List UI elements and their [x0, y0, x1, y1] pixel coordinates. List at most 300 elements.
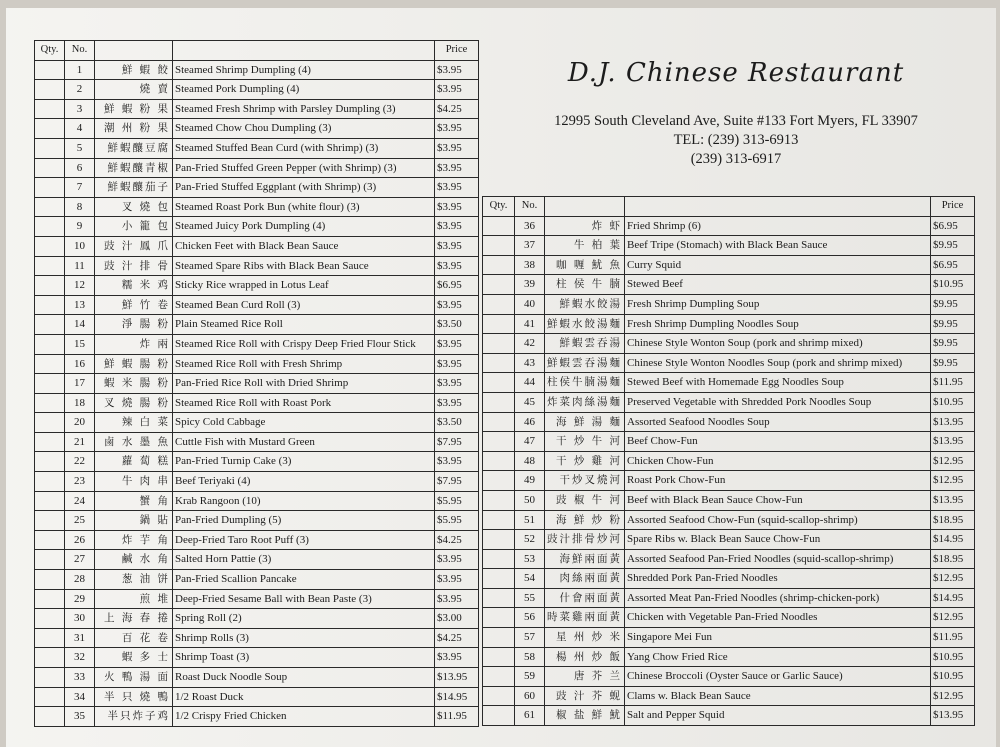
qty-cell[interactable]: [483, 236, 515, 256]
table-row: [483, 490, 975, 510]
chinese-name: 什會兩面黃: [545, 588, 625, 608]
chinese-name: 牛 柏 葉: [545, 236, 625, 256]
table-row: [35, 119, 479, 139]
qty-cell[interactable]: [35, 432, 65, 452]
english-name: Beef Tripe (Stomach) with Black Bean Sauce: [625, 236, 931, 256]
item-number: 61: [515, 706, 545, 726]
chinese-name: 鹵 水 墨 魚: [95, 432, 173, 452]
item-price: $3.50: [435, 315, 479, 335]
chinese-name: 蘿 蔔 糕: [95, 452, 173, 472]
qty-cell[interactable]: [483, 490, 515, 510]
item-number: 32: [65, 648, 95, 668]
table-row: [35, 276, 479, 296]
table-row: [483, 353, 975, 373]
chinese-name: 蝦 米 腸 粉: [95, 374, 173, 394]
item-number: 25: [65, 511, 95, 531]
qty-cell[interactable]: [483, 275, 515, 295]
table-row: [483, 255, 975, 275]
chinese-name: 柱侯牛腩湯麵: [545, 373, 625, 393]
chinese-name: 炸 芋 角: [95, 530, 173, 550]
chinese-name: 鮮 蝦 粉 果: [95, 99, 173, 119]
item-number: 41: [515, 314, 545, 334]
qty-cell[interactable]: [483, 471, 515, 491]
chinese-name: 星 州 炒 米: [545, 628, 625, 648]
tel-label: TEL:: [673, 132, 705, 148]
english-name: Shredded Pork Pan-Fried Noodles: [625, 569, 931, 589]
item-price: $13.95: [931, 432, 975, 452]
english-name: Sticky Rice wrapped in Lotus Leaf: [173, 276, 435, 296]
qty-cell[interactable]: [35, 60, 65, 80]
chinese-name: 豉 汁 排 骨: [95, 256, 173, 276]
chinese-name: 半只炸子鸡: [95, 707, 173, 727]
qty-cell[interactable]: [35, 217, 65, 237]
menu-table-right: [482, 196, 975, 726]
qty-cell[interactable]: [483, 314, 515, 334]
item-number: 39: [515, 275, 545, 295]
qty-cell[interactable]: [483, 216, 515, 236]
no-header: No.: [515, 197, 545, 217]
item-price: $12.95: [931, 686, 975, 706]
item-number: 12: [65, 276, 95, 296]
english-name: Curry Squid: [625, 255, 931, 275]
item-price: $14.95: [931, 588, 975, 608]
english-name: Assorted Seafood Pan-Fried Noodles (squid-scallop-shrimp): [625, 549, 931, 569]
english-name: Salt and Pepper Squid: [625, 706, 931, 726]
table-row: [35, 432, 479, 452]
table-row: [35, 334, 479, 354]
table-row: [35, 609, 479, 629]
chinese-name: 海鮮兩面黃: [545, 549, 625, 569]
item-price: $14.95: [931, 530, 975, 550]
chinese-name: 海 鮮 炒 粉: [545, 510, 625, 530]
english-name: Krab Rangoon (10): [173, 491, 435, 511]
english-name: Steamed Stuffed Bean Curd (with Shrimp) (3): [173, 138, 435, 158]
chinese-name-header: [545, 197, 625, 217]
english-name: Beef Chow-Fun: [625, 432, 931, 452]
item-number: 21: [65, 432, 95, 452]
qty-cell[interactable]: [35, 687, 65, 707]
item-number: 22: [65, 452, 95, 472]
chinese-name: 海 鮮 湯 麵: [545, 412, 625, 432]
qty-cell[interactable]: [35, 413, 65, 433]
item-price: $3.95: [435, 256, 479, 276]
item-number: 6: [65, 158, 95, 178]
english-name: Chinese Broccoli (Oyster Sauce or Garlic Sauce): [625, 667, 931, 687]
english-name: Deep-Fried Sesame Ball with Bean Paste (3): [173, 589, 435, 609]
item-price: $3.95: [435, 570, 479, 590]
english-name: Chinese Style Wonton Noodles Soup (pork and shrimp mixed): [625, 353, 931, 373]
english-name: Steamed Roast Pork Bun (white flour) (3): [173, 197, 435, 217]
table-row: [483, 334, 975, 354]
table-row: [35, 315, 479, 335]
item-number: 29: [65, 589, 95, 609]
item-price: $6.95: [435, 276, 479, 296]
english-name: Chinese Style Wonton Soup (pork and shrimp mixed): [625, 334, 931, 354]
table-row: [35, 687, 479, 707]
qty-cell[interactable]: [35, 609, 65, 629]
item-number: 18: [65, 393, 95, 413]
table-row: [483, 510, 975, 530]
table-row: [35, 628, 479, 648]
item-price: $12.95: [931, 569, 975, 589]
chinese-name: 叉 燒 包: [95, 197, 173, 217]
table-row: [483, 236, 975, 256]
english-name: Beef with Black Bean Sauce Chow-Fun: [625, 490, 931, 510]
table-row: [35, 589, 479, 609]
item-price: $3.95: [435, 589, 479, 609]
item-price: $10.95: [931, 392, 975, 412]
table-row: [35, 668, 479, 688]
qty-cell[interactable]: [35, 550, 65, 570]
english-name: Spicy Cold Cabbage: [173, 413, 435, 433]
item-price: $13.95: [931, 490, 975, 510]
item-number: 37: [515, 236, 545, 256]
item-number: 10: [65, 236, 95, 256]
qty-cell[interactable]: [35, 511, 65, 531]
english-name: Roast Pork Chow-Fun: [625, 471, 931, 491]
qty-cell[interactable]: [483, 294, 515, 314]
table-row: [35, 197, 479, 217]
table-row: [35, 491, 479, 511]
qty-cell[interactable]: [35, 452, 65, 472]
chinese-name: 炸 兩: [95, 334, 173, 354]
qty-cell[interactable]: [483, 588, 515, 608]
phone-number-1: (239) 313-6913: [707, 132, 799, 148]
item-number: 48: [515, 451, 545, 471]
item-number: 27: [65, 550, 95, 570]
item-number: 7: [65, 178, 95, 198]
table-row: [483, 686, 975, 706]
table-row: [35, 374, 479, 394]
item-number: 51: [515, 510, 545, 530]
qty-cell[interactable]: [483, 628, 515, 648]
item-number: 38: [515, 255, 545, 275]
qty-cell[interactable]: [483, 392, 515, 412]
qty-cell[interactable]: [35, 197, 65, 217]
table-row: [483, 314, 975, 334]
qty-cell[interactable]: [483, 255, 515, 275]
qty-cell[interactable]: [35, 276, 65, 296]
english-name: Clams w. Black Bean Sauce: [625, 686, 931, 706]
chinese-name: 鮮 蝦 腸 粉: [95, 354, 173, 374]
item-number: 44: [515, 373, 545, 393]
item-number: 36: [515, 216, 545, 236]
qty-cell[interactable]: [483, 451, 515, 471]
item-price: $10.95: [931, 647, 975, 667]
chinese-name: 淨 腸 粉: [95, 315, 173, 335]
item-number: 20: [65, 413, 95, 433]
item-price: $3.95: [435, 119, 479, 139]
english-name: Steamed Shrimp Dumpling (4): [173, 60, 435, 80]
item-number: 43: [515, 353, 545, 373]
table-row: [483, 569, 975, 589]
qty-cell[interactable]: [35, 374, 65, 394]
item-number: 14: [65, 315, 95, 335]
qty-cell[interactable]: [35, 589, 65, 609]
table-row: [483, 392, 975, 412]
menu-sheet: [6, 8, 996, 747]
chinese-name: 鮮蝦釀茄子: [95, 178, 173, 198]
table-row: [483, 432, 975, 452]
qty-cell[interactable]: [483, 706, 515, 726]
chinese-name: 蝦 多 士: [95, 648, 173, 668]
item-price: $5.95: [435, 511, 479, 531]
item-number: 35: [65, 707, 95, 727]
qty-cell[interactable]: [35, 628, 65, 648]
item-number: 55: [515, 588, 545, 608]
english-name: Shrimp Toast (3): [173, 648, 435, 668]
item-number: 28: [65, 570, 95, 590]
table-row: [483, 588, 975, 608]
english-name: Stewed Beef with Homemade Egg Noodles Soup: [625, 373, 931, 393]
item-number: 40: [515, 294, 545, 314]
table-row: [483, 275, 975, 295]
chinese-name: 鮮蝦釀青椒: [95, 158, 173, 178]
item-price: $3.95: [435, 550, 479, 570]
item-price: $3.50: [435, 413, 479, 433]
chinese-name: 鮮蝦釀豆腐: [95, 138, 173, 158]
item-price: $3.95: [435, 374, 479, 394]
table-row: [35, 511, 479, 531]
qty-cell[interactable]: [35, 648, 65, 668]
item-price: $3.95: [435, 178, 479, 198]
english-name: Plain Steamed Rice Roll: [173, 315, 435, 335]
qty-cell[interactable]: [35, 119, 65, 139]
chinese-name: 煎 堆: [95, 589, 173, 609]
english-name: Deep-Fried Taro Root Puff (3): [173, 530, 435, 550]
restaurant-address: 12995 South Cleveland Ave, Suite #133 Fort Myers, FL 33907: [554, 113, 918, 129]
item-number: 4: [65, 119, 95, 139]
chinese-name: 豉 椒 牛 河: [545, 490, 625, 510]
table-row: [35, 256, 479, 276]
english-name: Assorted Seafood Noodles Soup: [625, 412, 931, 432]
qty-cell[interactable]: [35, 707, 65, 727]
english-name: Chicken with Vegetable Pan-Fried Noodles: [625, 608, 931, 628]
chinese-name: 牛 肉 串: [95, 472, 173, 492]
table-row: [35, 413, 479, 433]
chinese-name-header: [95, 41, 173, 61]
chinese-name: 豉 汁 芥 蚬: [545, 686, 625, 706]
qty-cell[interactable]: [35, 668, 65, 688]
qty-cell[interactable]: [483, 549, 515, 569]
qty-cell[interactable]: [35, 80, 65, 100]
item-number: 52: [515, 530, 545, 550]
qty-cell[interactable]: [35, 570, 65, 590]
english-name: Salted Horn Pattie (3): [173, 550, 435, 570]
chinese-name: 炸 虾: [545, 216, 625, 236]
item-price: $12.95: [931, 471, 975, 491]
qty-header: Qty.: [35, 41, 65, 61]
item-number: 24: [65, 491, 95, 511]
item-price: $9.95: [931, 236, 975, 256]
chinese-name: 鮮蝦雲吞湯麵: [545, 353, 625, 373]
table-row: [483, 706, 975, 726]
item-price: $9.95: [931, 353, 975, 373]
item-number: 8: [65, 197, 95, 217]
item-price: $11.95: [435, 707, 479, 727]
restaurant-name: D.J. Chinese Restaurant: [567, 58, 905, 88]
item-number: 2: [65, 80, 95, 100]
item-number: 26: [65, 530, 95, 550]
qty-cell[interactable]: [35, 158, 65, 178]
table-row: [35, 707, 479, 727]
item-number: 13: [65, 295, 95, 315]
qty-cell[interactable]: [483, 353, 515, 373]
chinese-name: 鍋 貼: [95, 511, 173, 531]
english-name: Roast Duck Noodle Soup: [173, 668, 435, 688]
qty-cell[interactable]: [483, 432, 515, 452]
item-number: 42: [515, 334, 545, 354]
english-name-header: [173, 41, 435, 61]
english-name: Yang Chow Fried Rice: [625, 647, 931, 667]
english-name: Shrimp Rolls (3): [173, 628, 435, 648]
item-price: $7.95: [435, 472, 479, 492]
qty-cell[interactable]: [35, 491, 65, 511]
qty-cell[interactable]: [35, 393, 65, 413]
english-name: Singapore Mei Fun: [625, 628, 931, 648]
qty-cell[interactable]: [483, 569, 515, 589]
item-price: $3.95: [435, 138, 479, 158]
item-number: 33: [65, 668, 95, 688]
english-name: Steamed Rice Roll with Crispy Deep Fried Flour Stick: [173, 334, 435, 354]
item-price: $3.95: [435, 393, 479, 413]
table-row: [35, 570, 479, 590]
item-number: 56: [515, 608, 545, 628]
chinese-name: 柱 侯 牛 腩: [545, 275, 625, 295]
chinese-name: 上 海 春 捲: [95, 609, 173, 629]
table-row: [35, 295, 479, 315]
qty-cell[interactable]: [35, 315, 65, 335]
table-row: [35, 393, 479, 413]
table-row: [483, 373, 975, 393]
table-row: [483, 294, 975, 314]
chinese-name: 百 花 卷: [95, 628, 173, 648]
table-row: [483, 549, 975, 569]
english-name: Chicken Chow-Fun: [625, 451, 931, 471]
chinese-name: 豉汁排骨炒河: [545, 530, 625, 550]
qty-cell[interactable]: [483, 686, 515, 706]
table-row: [35, 80, 479, 100]
qty-header: Qty.: [483, 197, 515, 217]
qty-cell[interactable]: [483, 510, 515, 530]
item-number: 16: [65, 354, 95, 374]
qty-cell[interactable]: [35, 334, 65, 354]
item-price: $12.95: [931, 608, 975, 628]
table-header-row: [483, 197, 975, 217]
english-name: Steamed Fresh Shrimp with Parsley Dumpling (3): [173, 99, 435, 119]
item-price: $6.95: [931, 255, 975, 275]
item-price: $4.25: [435, 99, 479, 119]
table-header-row: [35, 41, 479, 61]
item-price: $4.25: [435, 530, 479, 550]
menu-table-left: [34, 40, 479, 727]
english-name: Steamed Rice Roll with Fresh Shrimp: [173, 354, 435, 374]
item-price: $3.95: [435, 295, 479, 315]
table-row: [483, 412, 975, 432]
chinese-name: 咖 喱 魷 魚: [545, 255, 625, 275]
qty-cell[interactable]: [483, 667, 515, 687]
english-name: Assorted Seafood Chow-Fun (squid-scallop-shrimp): [625, 510, 931, 530]
table-row: [483, 451, 975, 471]
item-price: $13.95: [931, 412, 975, 432]
english-name: Steamed Pork Dumpling (4): [173, 80, 435, 100]
qty-cell[interactable]: [35, 530, 65, 550]
item-price: $18.95: [931, 510, 975, 530]
chinese-name: 糯 米 鸡: [95, 276, 173, 296]
item-price: $7.95: [435, 432, 479, 452]
qty-cell[interactable]: [483, 412, 515, 432]
item-number: 11: [65, 256, 95, 276]
chinese-name: 干炒叉燒河: [545, 471, 625, 491]
qty-cell[interactable]: [35, 256, 65, 276]
item-number: 9: [65, 217, 95, 237]
qty-cell[interactable]: [35, 354, 65, 374]
table-row: [483, 647, 975, 667]
table-row: [483, 530, 975, 550]
chinese-name: 肉絲兩面黃: [545, 569, 625, 589]
chinese-name: 鮮蝦雲吞湯: [545, 334, 625, 354]
item-price: $3.95: [435, 648, 479, 668]
english-name: Assorted Meat Pan-Fried Noodles (shrimp-chicken-pork): [625, 588, 931, 608]
item-number: 5: [65, 138, 95, 158]
qty-cell[interactable]: [483, 530, 515, 550]
item-number: 59: [515, 667, 545, 687]
qty-cell[interactable]: [35, 295, 65, 315]
english-name: Spare Ribs w. Black Bean Sauce Chow-Fun: [625, 530, 931, 550]
qty-cell[interactable]: [35, 178, 65, 198]
english-name: Beef Teriyaki (4): [173, 472, 435, 492]
table-row: [35, 550, 479, 570]
table-row: [483, 608, 975, 628]
chinese-name: 葱 油 饼: [95, 570, 173, 590]
qty-cell[interactable]: [35, 138, 65, 158]
no-header: No.: [65, 41, 95, 61]
item-price: $3.95: [435, 80, 479, 100]
qty-cell[interactable]: [35, 472, 65, 492]
chinese-name: 干 炒 牛 河: [545, 432, 625, 452]
chinese-name: 豉 汁 鳳 爪: [95, 236, 173, 256]
table-row: [483, 628, 975, 648]
chinese-name: 燒 賣: [95, 80, 173, 100]
restaurant-phone-2: (239) 313-6917: [690, 151, 782, 167]
qty-cell[interactable]: [35, 99, 65, 119]
qty-cell[interactable]: [35, 236, 65, 256]
item-price: $4.25: [435, 628, 479, 648]
chinese-name: 鮮蝦水餃湯: [545, 294, 625, 314]
chinese-name: 叉 燒 腸 粉: [95, 393, 173, 413]
table-row: [483, 216, 975, 236]
chinese-name: 鮮 蝦 餃: [95, 60, 173, 80]
price-header: Price: [931, 197, 975, 217]
table-row: [35, 217, 479, 237]
item-price: $3.95: [435, 236, 479, 256]
item-price: $3.95: [435, 158, 479, 178]
restaurant-phone-1: [506, 131, 966, 150]
chinese-name: 蟹 角: [95, 491, 173, 511]
chinese-name: 鮮蝦水餃湯麵: [545, 314, 625, 334]
english-name: Pan-Fried Turnip Cake (3): [173, 452, 435, 472]
table-row: [35, 472, 479, 492]
english-name: Steamed Chow Chou Dumpling (3): [173, 119, 435, 139]
qty-cell[interactable]: [483, 608, 515, 628]
english-name: Stewed Beef: [625, 275, 931, 295]
item-number: 34: [65, 687, 95, 707]
qty-cell[interactable]: [483, 334, 515, 354]
english-name: Pan-Fried Stuffed Eggplant (with Shrimp) (3): [173, 178, 435, 198]
qty-cell[interactable]: [483, 647, 515, 667]
chinese-name: 鹹 水 角: [95, 550, 173, 570]
qty-cell[interactable]: [483, 373, 515, 393]
